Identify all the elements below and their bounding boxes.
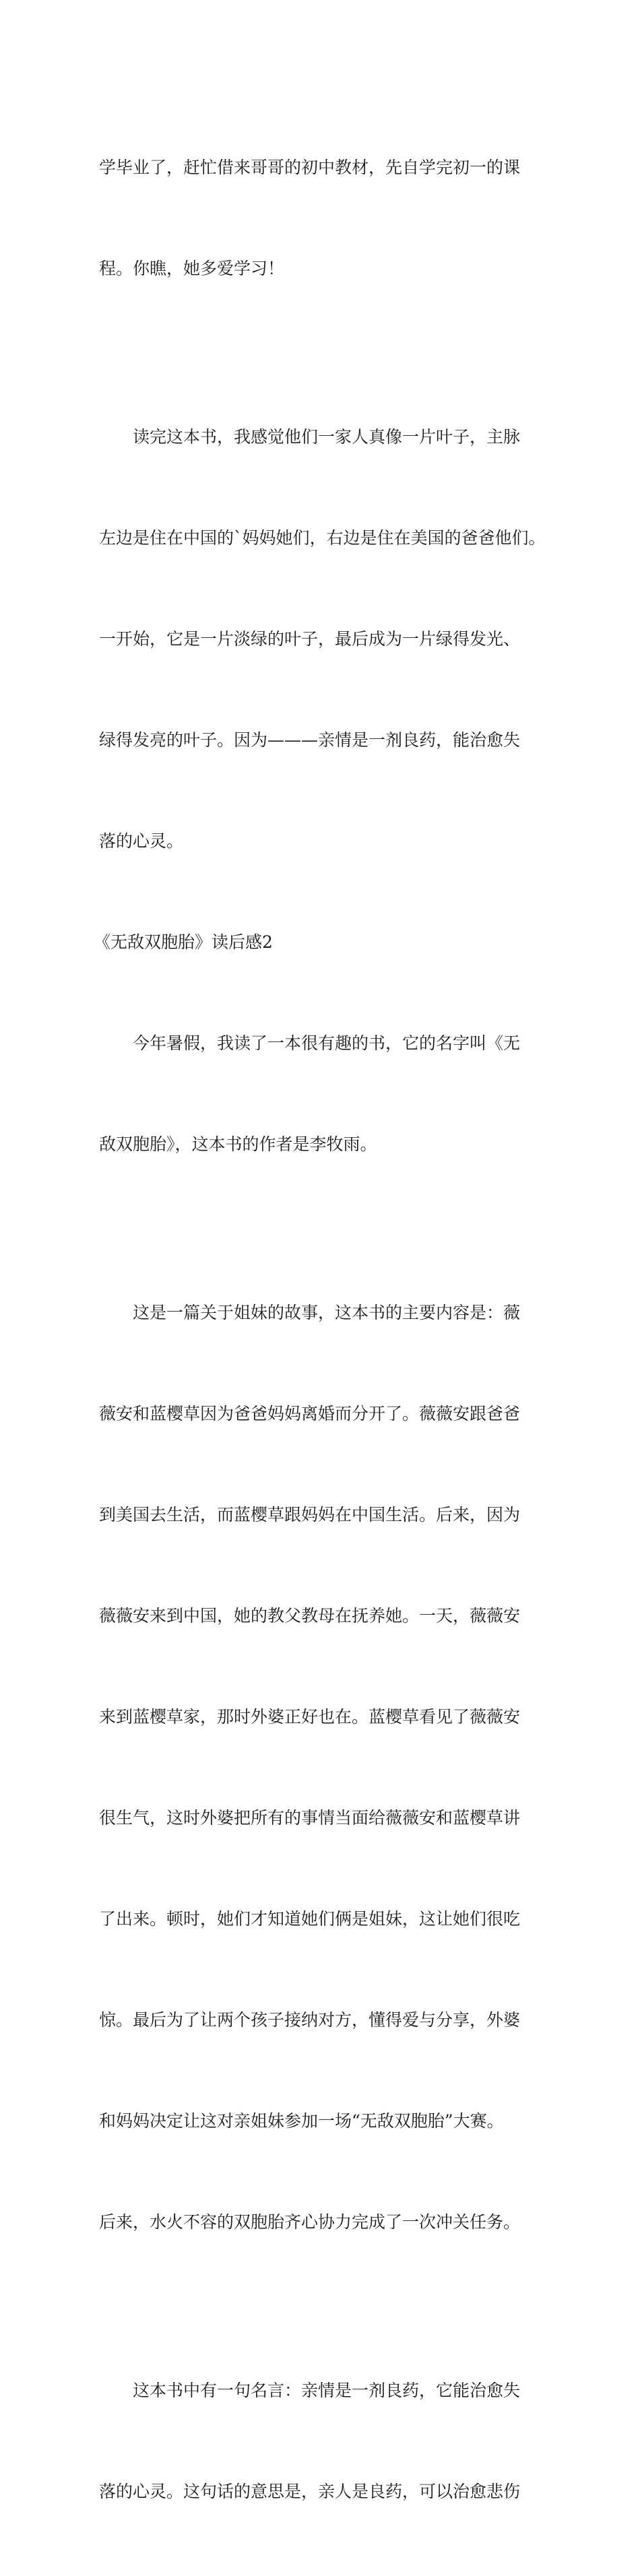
- document-body: [94, 84, 550, 2576]
- text-line: 惊。最后为了让两个孩子接纳对方，懂得爱与分享，外婆: [99, 2010, 521, 2030]
- text-line: 薇薇安来到中国，她的教父教母在抚养她。一天，薇薇安: [99, 1606, 521, 1625]
- text-line: 落的心灵。: [99, 831, 184, 851]
- text-line: 一开始，它是一片淡绿的叶子，最后成为一片绿得发光、: [99, 629, 521, 649]
- text-line: 学毕业了，赶忙借来哥哥的初中教材，先自学完初一的课: [99, 158, 521, 177]
- paragraph-3: [99, 959, 550, 1229]
- text-line: 左边是住在中国的`妈妈她们，右边是住在美国的爸爸他们。: [99, 528, 546, 548]
- paragraph-5: [99, 2307, 550, 2576]
- text-line: 绿得发亮的叶子。因为———亲情是一剂良药，能治愈失: [99, 730, 521, 750]
- text-line: 这是一篇关于姐妹的故事，这本书的主要内容是：薇: [133, 1303, 521, 1322]
- text-line: 后来，水火不容的双胞胎齐心协力完成了一次冲关任务。: [99, 2212, 521, 2232]
- text-line: 读完这本书，我感觉他们一家人真像一片叶子，主脉: [133, 427, 521, 447]
- text-line: 这本书中有一句名言：亲情是一剂良药，它能治愈失: [133, 2381, 521, 2400]
- section-heading: 《无敌双胞胎》读后感2: [94, 932, 273, 952]
- text-line: 今年暑假，我读了一本很有趣的书，它的名字叫《无: [133, 1033, 521, 1053]
- text-line: 来到蓝樱草家，那时外婆正好也在。蓝樱草看见了薇薇安: [99, 1707, 521, 1727]
- paragraph-1: [99, 84, 550, 353]
- text-line: 和妈妈决定让这对亲姐妹参加一场“无敌双胞胎”大赛。: [99, 2111, 504, 2131]
- text-line: 薇安和蓝樱草因为爸爸妈妈离婚而分开了。薇薇安跟爸爸: [99, 1404, 521, 1423]
- paragraph-4: [99, 1229, 550, 2307]
- text-line: 敌双胞胎》，这本书的作者是李牧雨。: [99, 1134, 377, 1154]
- text-line: 程。你瞧，她多爱学习！: [99, 259, 285, 278]
- text-line: 了出来。顿时，她们才知道她们俩是姐妹，这让她们很吃: [99, 1909, 521, 1929]
- paragraph-2: [99, 353, 550, 926]
- text-line: 很生气，这时外婆把所有的事情当面给薇薇安和蓝樱草讲: [99, 1808, 521, 1828]
- text-line: 到美国去生活，而蓝樱草跟妈妈在中国生活。后来，因为: [99, 1505, 521, 1524]
- text-line: 落的心灵。这句话的意思是，亲人是良药，可以治愈悲伤: [99, 2482, 521, 2501]
